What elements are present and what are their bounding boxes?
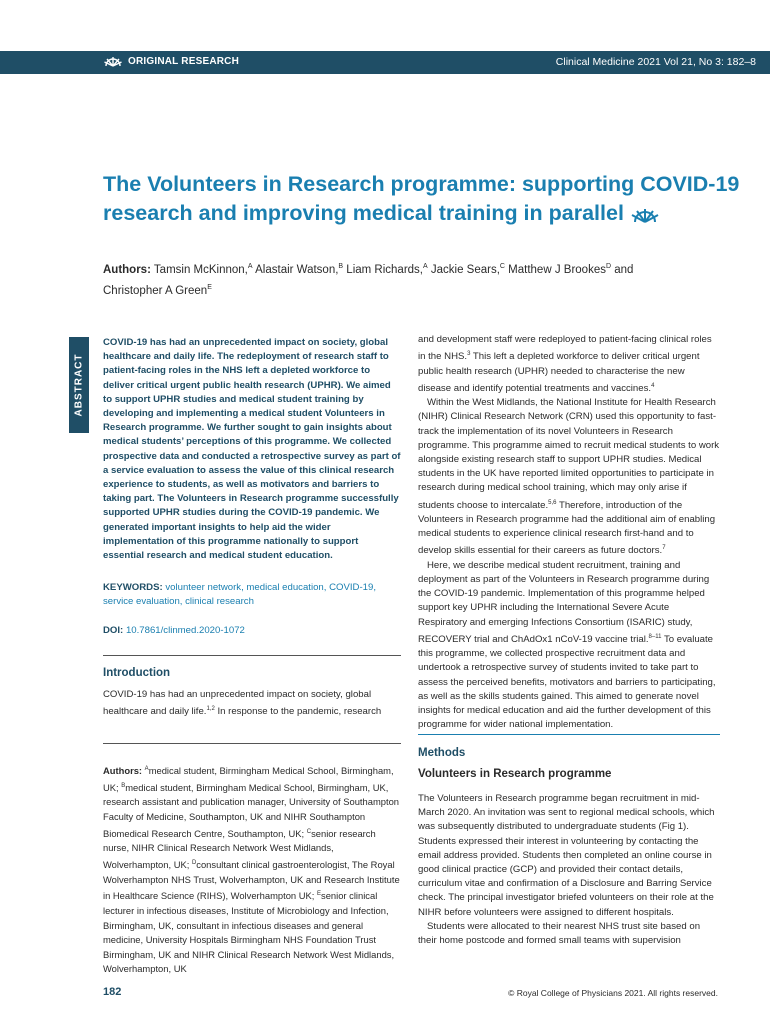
methods-heading: Methods [418, 747, 466, 759]
paragraph: The Volunteers in Research programme began recruitment in mid-March 2020. An invitation was sent to regional medical schools, which was subsequently distributed to undergraduate students (Fig 1). Students expressed their interest in volunteering by contacting the email address provided. Students then completed an online course in good clinical practice (GCP) and provided their contact details, curriculum vitae and confirmation of a Disclosure and Barring Service check. The principal investigator briefed volunteers on their role at the NIHR before volunteers were assigned to different hospitals. [418, 793, 715, 918]
paragraph: Students were allocated to their nearest NHS trust site based on their home postcode and formed small teams with supervision [418, 920, 701, 947]
rcp-sunburst-icon [630, 207, 660, 223]
author: Liam Richards,$^A$ [346, 263, 428, 276]
author: Jackie Sears,$^C$ [430, 263, 505, 276]
rcp-sunburst-icon [103, 56, 123, 67]
methods-subheading: Volunteers in Research programme [418, 768, 612, 780]
divider [103, 655, 401, 656]
keywords: KEYWORDS: volunteer network, medical education, COVID-19, service evaluation, clinical research [103, 582, 377, 608]
header-bar [0, 51, 770, 74]
body-column-right [418, 333, 720, 732]
author-affiliations: Authors: $^A$medical student, Birmingham Medical School, Birmingham, UK; $^B$medical student, Birmingham Medical School, Birmingham, UK, research assistant and publication manager, University of Southampton Faculty of Medicine, Southampton, UK and NIHR Southampton Biomedical Research Centre, Southampton, UK; $^C$senior research nurse, NIHR Clinical Research Network West Midlands, Wolverhampton, UK; $^D$consultant clinical gastroenterologist, The Royal Wolverhampton NHS Trust, Wolverhampton, UK and Research Institute in Healthcare Science (RIHS), Wolverhampton UK; $^E$senior clinical lecturer in infectious diseases, Institute of Microbiology and Infection, Birmingham, UK, consultant in infectious diseases and general medicine, University Hospitals Birmingham NHS Foundation Trust Birmingham, UK and NIHR Clinical Research Network West Midlands, Wolverhampton, UK [103, 765, 400, 975]
section-label: ORIGINAL RESEARCH [103, 56, 239, 67]
doi: DOI: 10.7861/clinmed.2020-1072 [103, 624, 245, 636]
paragraph: Within the West Midlands, the National Institute for Health Research (NIHR) Clinical Research Network (CRN) used this opportunity to fast-track the implementation of its novel Volunteers in Research programme. This programme aimed to recruit medical students to work alongside existing research staff to support UPHR studies. Medical students in the UK have reported limited opportunities to participate in research during medical school training, which may only arise if students choose to intercalate.$^{5,6}$ Therefore, introduction of the Volunteers in Research programme had the additional aim of enabling medical students to experience clinical research first-hand and to develop skills essential for their careers as future doctors.$^7$ [418, 397, 720, 557]
abstract-tab: ABSTRACT [69, 337, 89, 433]
author: Alastair Watson,$^B$ [255, 263, 344, 276]
abstract-text: COVID-19 has had an unprecedented impact on society, global healthcare and daily life. The redeployment of research staff to patient-facing roles in the NHS left a depleted workforce to deliver critical urgent public health research (UPHR). We aimed to support UPHR studies and medical student training by developing and implementing a medical student Volunteers in Research programme. We further sought to gain insights about medical students’ perceptions of this programme. We collected prospective data and conducted a retrospective survey as part of a service evaluation to assess the value of this clinical research experience to students, as well as motivators and barriers to taking part. The Volunteers in Research programme successfully supported UPHR studies during the COVID-19 pandemic. We generated important insights to help aid the wider implementation of this programme nationally to support essential research and medical student education. [103, 337, 401, 562]
author-list [103, 258, 663, 300]
author: and Christopher A Green$^E$ [103, 263, 634, 297]
authors-label: Authors: [103, 263, 151, 276]
copyright: © Royal College of Physicians 2021. All rights reserved. [508, 988, 718, 998]
paragraph: Here, we describe medical student recruitment, training and deployment as part of the Volunteers in Research programme during the COVID-19 pandemic. Implementation of this programme helped support key UPHR including the International Severe Acute Respiratory and emerging Infections Consortium (ISARIC) study, RECOVERY trial and ChAdOx1 nCoV-19 vaccine trial.$^{8-11}$ To evaluate this programme, we collected prospective recruitment data and undertook a retrospective survey of students invited to take part to assess the perceived benefits, motivators and barriers to participating, as well as the skills students gained. This aimed to generate novel insights for medical education and aid the further development of this programme for wider national implementation. [418, 559, 716, 731]
introduction-heading: Introduction [103, 667, 171, 679]
methods-text [418, 792, 720, 948]
doi-link[interactable]: 10.7861/clinmed.2020-1072 [125, 624, 245, 636]
introduction-text: COVID-19 has had an unprecedented impact on society, global healthcare and daily life.$^{1,2}$ In response to the pandemic, research [103, 689, 382, 718]
page-number: 182 [103, 986, 122, 998]
journal-citation: Clinical Medicine 2021 Vol 21, No 3: 182–8 [555, 56, 756, 68]
abstract-column [103, 336, 401, 638]
paragraph: and development staff were redeployed to patient-facing clinical roles in the NHS.$^3$ This left a depleted workforce to deliver critical urgent public health research (UPHR) needed to characterise the new disease and identify potential treatments and vaccines.$^4$ [418, 334, 712, 394]
article-title: The Volunteers in Research programme: supporting COVID-19 research and improving medical training in parallel [103, 172, 740, 225]
author: Tamsin McKinnon,$^A$ [153, 263, 253, 276]
divider [418, 734, 720, 735]
author: Matthew J Brookes$^D$ [508, 263, 612, 276]
divider [103, 743, 401, 744]
